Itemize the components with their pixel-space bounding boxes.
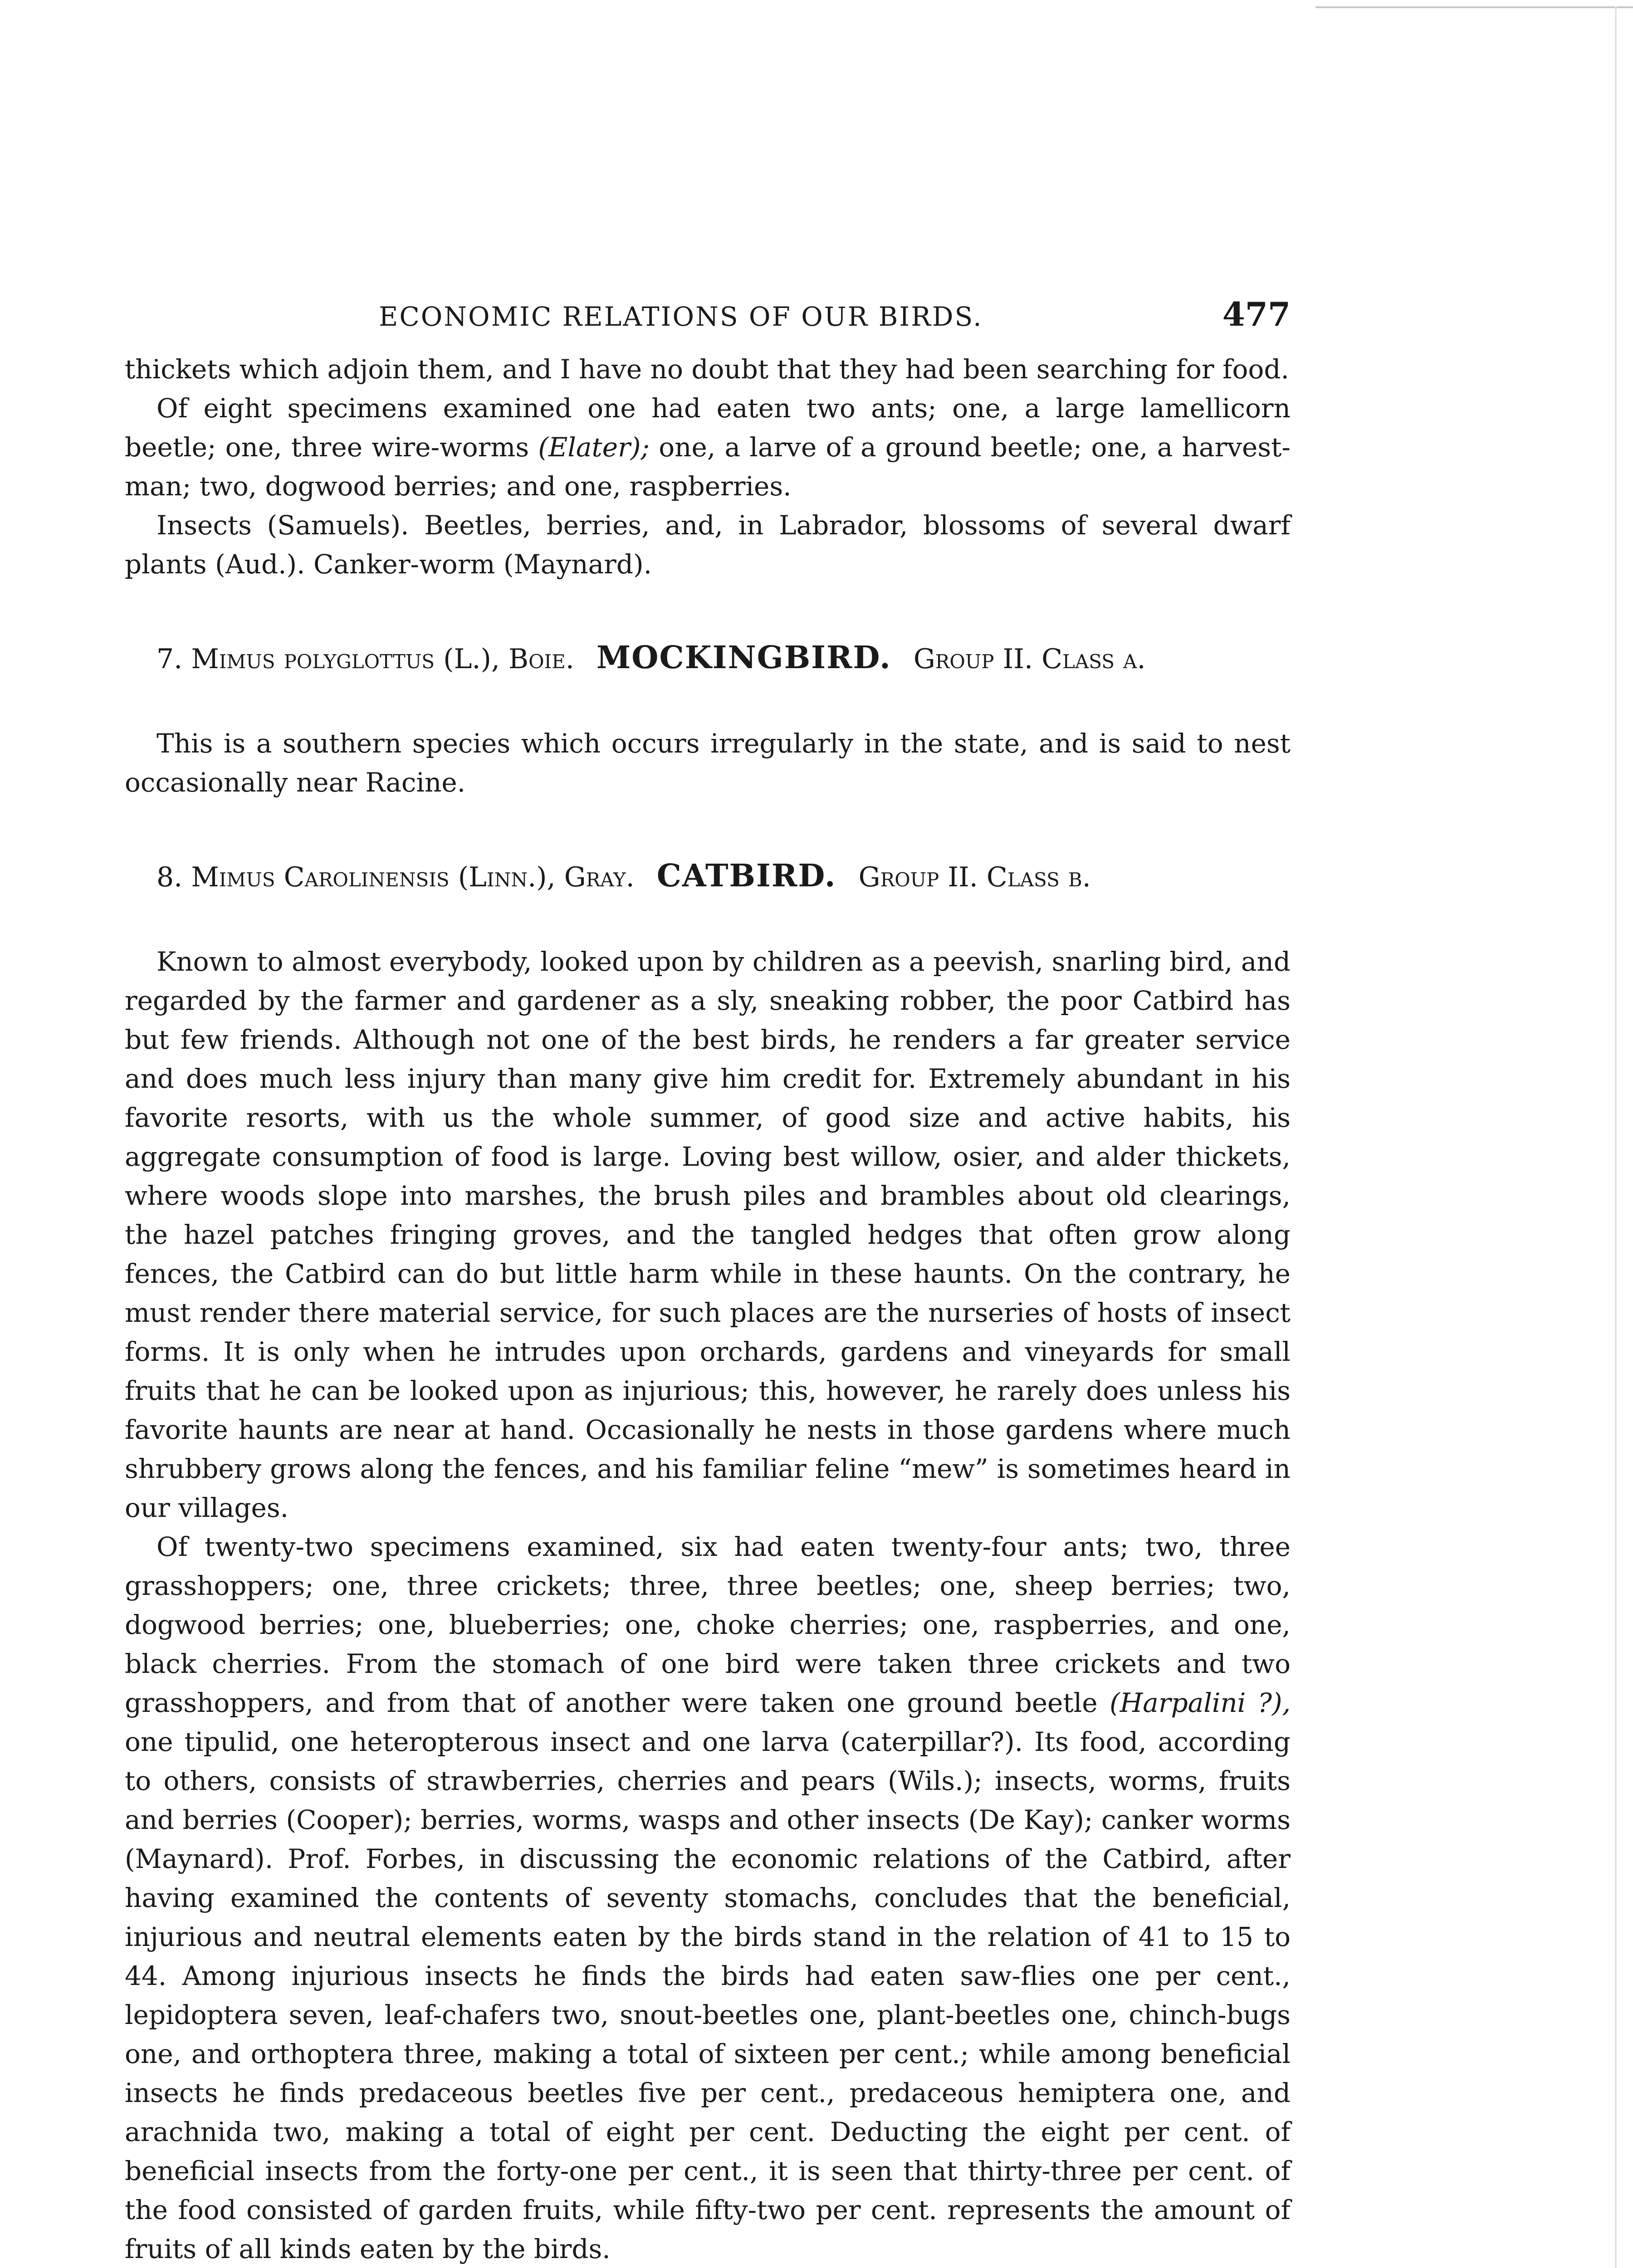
specimens-text-a: Of eight specimens examined one had eaten two ants; one, a large lamellicorn beetle; one, three wire-worms — [125, 393, 1291, 463]
species-number: 8. — [156, 861, 183, 893]
common-name: CATBIRD. — [656, 858, 836, 894]
page-edge-rule — [1315, 6, 1633, 8]
page-number: 477 — [1222, 295, 1291, 333]
authority: (L.), Boie. — [443, 643, 574, 675]
group-label: Group II. — [858, 861, 978, 893]
sources-paragraph: Insects (Samuels). Beetles, berries, and, in Labrador, blossoms of several dwarf plants (Aud.). Canker-worm (Maynard). — [125, 510, 1291, 580]
catbird-text-b: one tipulid, one heteropterous insect and one larva (caterpillar?). Its food, according to others, consists of strawberries, cherries and pears (Wils.); insects, worms, fruits and berries (Cooper); berries, worms, wasps and other insects (De Kay); canker worms (Maynard). Prof. Forbes, in discussing the economic relations of the Catbird, after having examined the contents of seventy stomachs, concludes that the beneficial, injurious and neutral elements eaten by the birds stand in the relation of 41 to 15 to 44. Among injurious insects he finds the birds had eaten saw-flies one per cent., lepidoptera seven, leaf-chafers two, snout-beetles one, plant-beetles one, chinch-bugs one, and orthoptera three, making a total of sixteen per cent.; while among beneficial insects he finds predaceous beetles five per cent., predaceous hemiptera one, and arachnida two, making a total of eight per cent. Deducting the eight per cent. of beneficial insects from the forty-one per cent., it is seen that thirty-three per cent. of the food consisted of garden fruits, while fifty-two per cent. represents the amount of fruits of all kinds eaten by the birds. — [125, 1726, 1291, 2264]
species-number: 7. — [156, 643, 183, 675]
common-name: MOCKINGBIRD. — [596, 640, 891, 676]
running-head: ECONOMIC RELATIONS OF OUR BIRDS. — [379, 301, 983, 332]
catbird-paragraph-2 — [125, 1527, 1291, 2268]
authority: (Linn.), Gray. — [458, 861, 635, 893]
page-header — [125, 295, 1291, 336]
scientific-name: Mimus Carolinensis — [191, 861, 450, 893]
species-heading-catbird — [125, 856, 1291, 897]
page-body — [125, 295, 1291, 2268]
specimens-paragraph — [125, 389, 1291, 506]
catbird-italic: (Harpalini ?), — [1110, 1687, 1291, 1718]
class-label: Class a. — [1041, 643, 1146, 675]
specimens-italic: (Elater); — [538, 432, 650, 463]
scientific-name: Mimus polyglottus — [191, 643, 435, 675]
catbird-text-a: Of twenty-two specimens examined, six had eaten twenty-four ants; two, three grasshoppers; one, three crickets; three, three beetles; one, sheep berries; two, dogwood berries; one, blueberries; one, choke cherries; one, raspberries, and one, black cherries. From the stomach of one bird were taken three crickets and two grasshoppers, and from that of another were taken one ground beetle — [125, 1531, 1291, 1718]
species-heading-mockingbird — [125, 638, 1291, 679]
specimens-text-b: one, a larve of a ground beetle; one, a harvest-man; two, dogwood berries; and one, raspberries. — [125, 432, 1291, 502]
group-label: Group II. — [913, 643, 1033, 675]
class-label: Class b. — [986, 861, 1091, 893]
mockingbird-paragraph: This is a southern species which occurs irregularly in the state, and is said to nest occasionally near Racine. — [125, 728, 1291, 798]
continued-paragraph: thickets which adjoin them, and I have no doubt that they had been searching for food. — [125, 354, 1289, 385]
catbird-paragraph-1: Known to almost everybody, looked upon by children as a peevish, snarling bird, and regarded by the farmer and gardener as a sly, sneaking robber, the poor Catbird has but few friends. Although not one of the best birds, he renders a far greater service and does much less injury than many give him credit for. Extremely abundant in his favorite resorts, with us the whole summer, of good size and active habits, his aggregate consumption of food is large. Loving best willow, osier, and alder thickets, where woods slope into marshes, the brush piles and brambles about old clearings, the hazel patches fringing groves, and the tangled hedges that often grow along fences, the Catbird can do but little harm while in these haunts. On the contrary, he must render there material service, for such places are the nurseries of hosts of insect forms. It is only when he intrudes upon orchards, gardens and vineyards for small fruits that he can be looked upon as injurious; this, however, he rarely does unless his favorite haunts are near at hand. Occasionally he nests in those gardens where much shrubbery grows along the fences, and his familiar feline “mew” is sometimes heard in our villages. — [125, 946, 1291, 1523]
page-edge-shadow — [1615, 6, 1617, 2268]
